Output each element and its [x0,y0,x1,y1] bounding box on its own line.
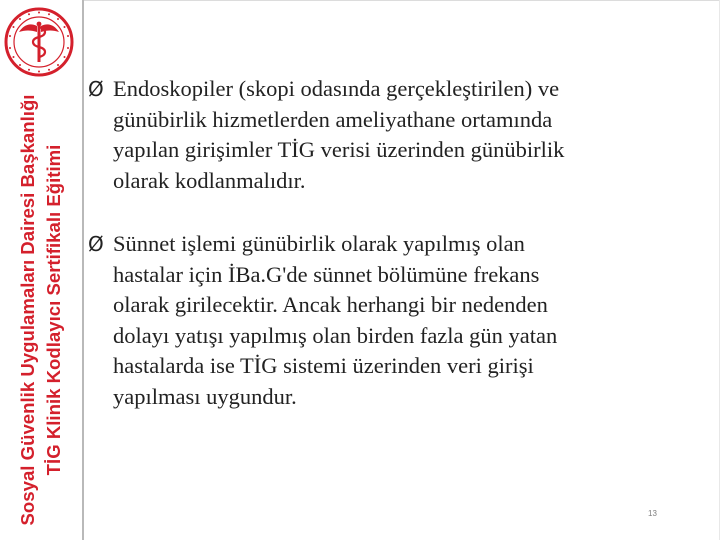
bullet-line: hastalarda ise TİG sistemi üzerinden veri girişi [113,353,534,378]
program-name: TİG Klinik Kodlayıcı Sertifikalı Eğitimi [43,144,64,476]
bullet-endoscopy [88,74,688,196]
bullet-line: hastalar için İBa.G'de sünnet bölümüne frekans [113,261,540,287]
bullet-text [102,229,688,412]
arrowhead-bullet-icon: Ø [88,232,104,256]
page-number: 13 [648,509,657,518]
bullet-line: olarak kodlanmalıdır. [113,167,306,193]
bullet-line: Sünnet işlemi günübirlik olarak yapılmış olan [113,231,525,256]
sidebar [0,0,85,540]
bullet-line: Endoskopiler (skopi odasında gerçekleştirilen) ve [113,76,560,101]
bullet-circumcision [88,229,688,412]
organization-name: Sosyal Güvenlik Uygulamaları Dairesi Başkanlığı [17,94,38,526]
slide-top-border [84,0,720,1]
sidebar-vertical-title [15,95,67,526]
slide-content [88,74,688,412]
bullet-line: yapılması uygundur. [113,383,297,409]
bullet-text [102,74,688,196]
sidebar-divider [82,0,84,540]
bullet-line: günübirlik hizmetlerden ameliyathane ortamında [113,106,553,132]
ministry-of-health-emblem-icon [3,6,75,78]
bullet-line: olarak girilecektir. Ancak herhangi bir nedenden [113,292,548,317]
bullet-line: yapılan girişimler TİG verisi üzerinden günübirlik [113,137,565,162]
arrowhead-bullet-icon: Ø [88,77,104,101]
bullet-line: dolayı yatışı yapılmış olan birden fazla gün yatan [113,322,558,348]
